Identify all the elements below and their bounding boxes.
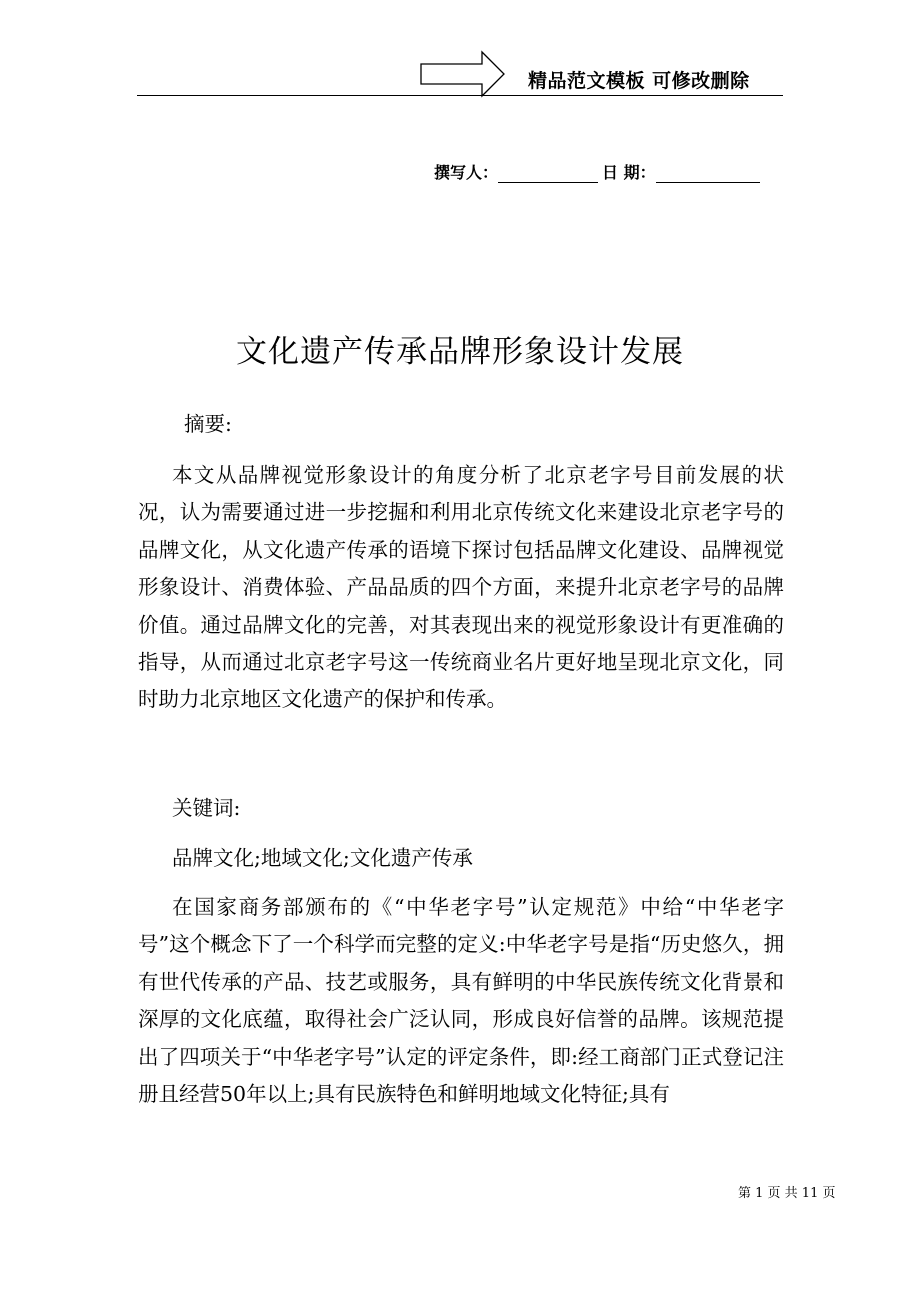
abstract-label: 摘要: xyxy=(184,412,232,436)
document-title: 文化遗产传承品牌形象设计发展 xyxy=(236,334,684,370)
body-paragraph: 在国家商务部颁布的《“中华老字号”认定规范》中给“中华老字号”这个概念下了一个科学而完整的定义:中华老字号是指“历史悠久，拥有世代传承的产品、技艺或服务，具有鲜明的中华民族传统文化背景和深厚的文化底蕴，取得社会广泛认同，形成良好信誉的品牌。该规范提出了四项关于“中华老字号”认定的评定条件，即:经工商部门正式登记注册且经营50年以上;具有民族特色和鲜明地域文化特征;具有 xyxy=(138,895,784,1107)
header-watermark-text: 精品范文模板 可修改删除 xyxy=(528,70,750,92)
date-label: 日 期： xyxy=(602,163,656,182)
abstract-paragraph: 本文从品牌视觉形象设计的角度分析了北京老字号目前发展的状况，认为需要通过进一步挖掘和利用北京传统文化来建设北京老字号的品牌文化，从文化遗产传承的语境下探讨包括品牌文化建设、品牌视觉形象设计、消费体验、产品品质的四个方面，来提升北京老字号的品牌价值。通过品牌文化的完善，对其表现出来的视觉形象设计有更准确的指导，从而通过北京老字号这一传统商业名片更好地呈现北京文化，同时助力北京地区文化遗产的保护和传承。 xyxy=(138,463,784,712)
date-blank xyxy=(656,164,760,183)
keywords-paragraph: 品牌文化;地域文化;文化遗产传承 xyxy=(172,846,473,870)
author-date-line xyxy=(434,160,760,184)
keywords-label: 关键词: xyxy=(172,796,241,820)
author-blank xyxy=(498,164,598,183)
author-label: 撰写人： xyxy=(434,163,499,182)
page-number: 第 1 页 共 11 页 xyxy=(738,1186,836,1201)
arrow-icon xyxy=(420,50,506,98)
header-divider xyxy=(137,95,783,96)
